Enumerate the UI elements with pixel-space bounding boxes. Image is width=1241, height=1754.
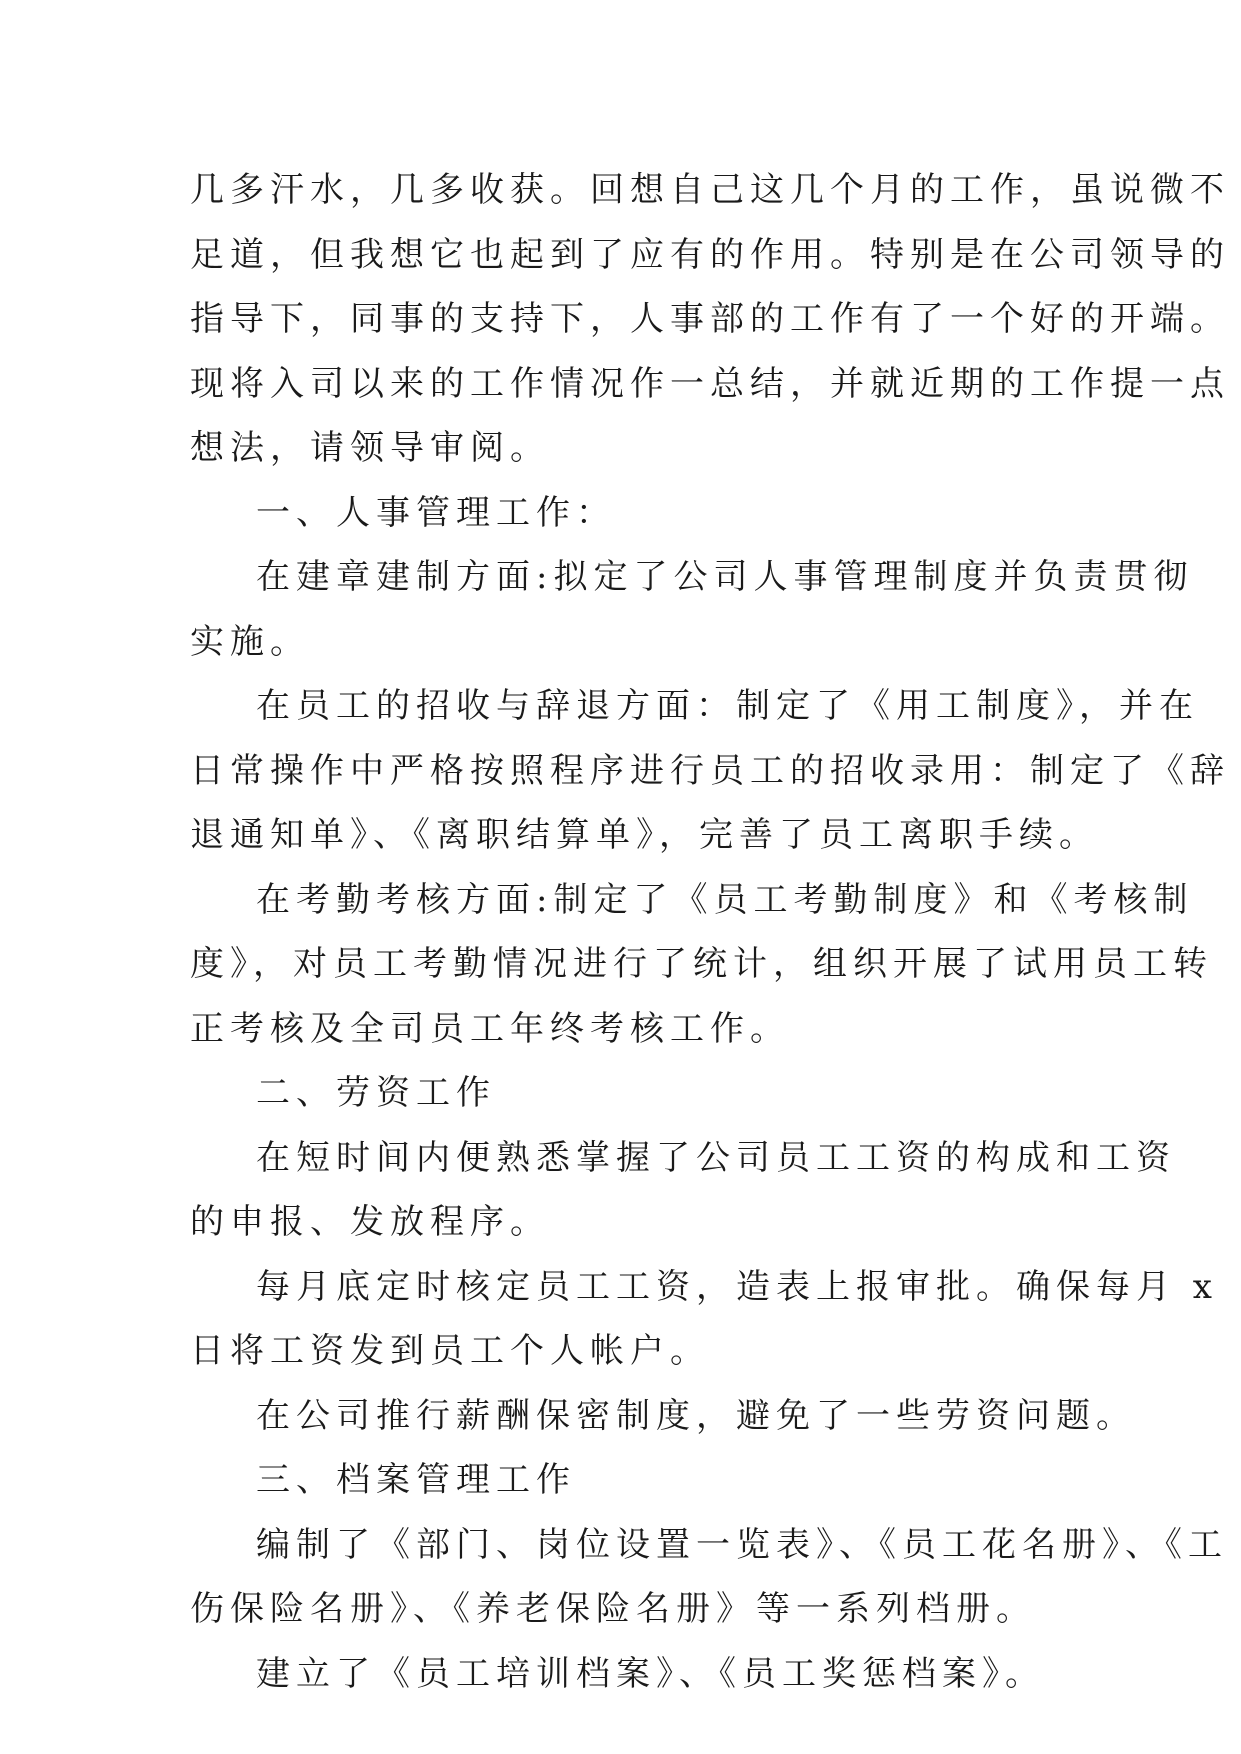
paragraph-line: 每月底定时核定员工工资，造表上报审批。确保每月 x	[256, 1266, 1218, 1307]
paragraph-line: 退通知单》、《离职结算单》，完善了员工离职手续。	[190, 815, 1099, 855]
paragraph-line: 足道，但我想它也起到了应有的作用。特别是在公司领导的	[190, 234, 1230, 275]
paragraph-line: 现将入司以来的工作情况作一总结，并就近期的工作提一点	[190, 363, 1230, 404]
paragraph-line: 日将工资发到员工个人帐户。	[190, 1331, 710, 1371]
paragraph-line: 想法，请领导审阅。	[190, 428, 550, 468]
section-heading-payroll	[190, 1061, 1060, 1126]
paragraph-line: 正考核及全司员工年终考核工作。	[190, 1008, 790, 1049]
paragraph-line: 度》，对员工考勤情况进行了统计，组织开展了试用员工转	[190, 944, 1213, 984]
paragraph-line: 编制了《部门、岗位设置一览表》、《员工花名册》、《工	[256, 1524, 1228, 1565]
section-heading-personnel	[190, 481, 1060, 546]
section-heading-archives	[190, 1448, 1060, 1513]
paragraph-line: 几多汗水，几多收获。回想自己这几个月的工作，虽说微不	[190, 170, 1230, 210]
paragraph-line: 指导下，同事的支持下，人事部的工作有了一个好的开端。	[190, 299, 1230, 339]
paragraph-line: 在员工的招收与辞退方面：制定了《用工制度》，并在	[256, 686, 1199, 726]
paragraph-line: 在短时间内便熟悉掌握了公司员工工资的构成和工资	[256, 1137, 1176, 1178]
section-title: 档案管理工作	[336, 1460, 576, 1500]
paragraph-line: 伤保险名册》、《养老保险名册》等一系列档册。	[190, 1589, 1036, 1629]
paragraph-line: 在考勤考核方面:制定了《员工考勤制度》和《考核制	[256, 879, 1194, 920]
paragraph-line: 日常操作中严格按照程序进行员工的招收录用：制定了《辞	[190, 750, 1230, 791]
section-number: 三、	[256, 1460, 336, 1500]
section-title: 劳资工作	[336, 1073, 496, 1113]
section-title: 人事管理工作：	[336, 492, 616, 533]
paragraph-line: 在建章建制方面:拟定了公司人事管理制度并负责贯彻	[256, 557, 1194, 597]
document-body	[190, 158, 1230, 1706]
paragraph-line: 的申报、发放程序。	[190, 1202, 550, 1242]
section-number: 一、	[256, 492, 336, 533]
section-number: 二、	[256, 1073, 336, 1113]
paragraph-line: 实施。	[190, 621, 310, 662]
paragraph-line: 建立了《员工培训档案》、《员工奖惩档案》。	[256, 1653, 1045, 1694]
paragraph-line: 在公司推行薪酬保密制度，避免了一些劳资问题。	[256, 1395, 1136, 1436]
